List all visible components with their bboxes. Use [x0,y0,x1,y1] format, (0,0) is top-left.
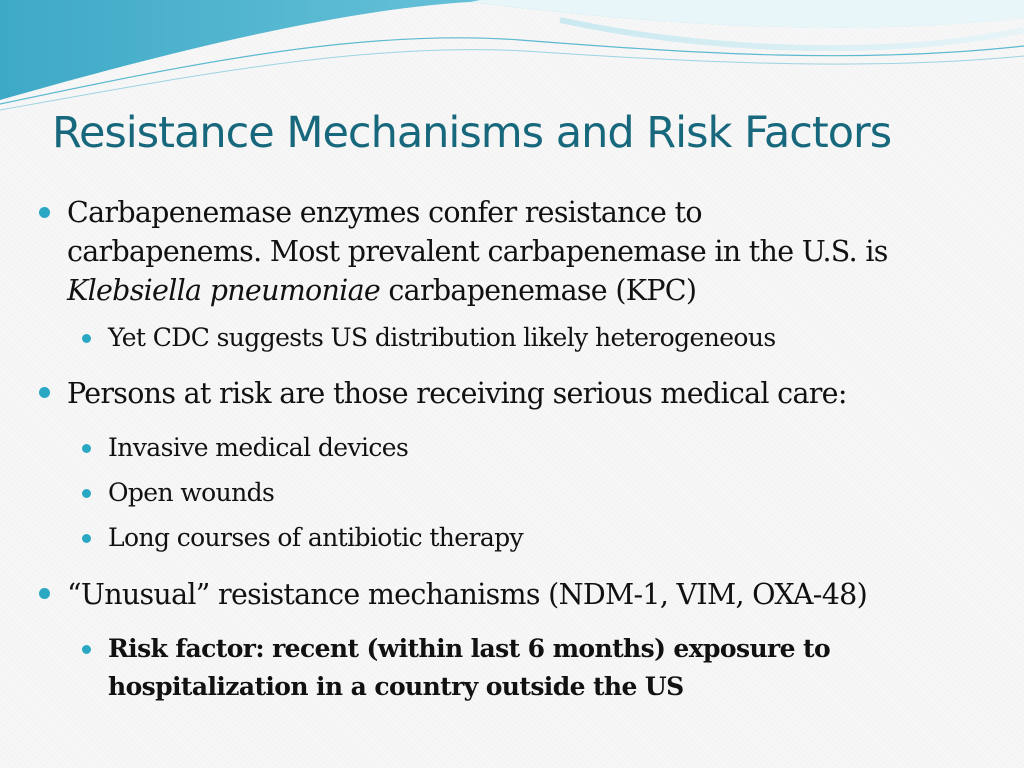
bullet-text [67,271,696,310]
sub-bullet-marker [82,334,91,343]
bullet-text: Persons at risk are those receiving serious medical care: [67,377,847,410]
bullet-text: Carbapenemase enzymes confer resistance to [67,196,702,229]
sub-bullet-text: Open wounds [108,478,275,507]
sub-bullet-text: Yet CDC suggests US distribution likely heterogeneous [108,323,776,352]
sub-bullet-marker [82,645,91,654]
bullet-text: “Unusual” resistance mechanisms (NDM-1, VIM, OXA-48) [67,578,868,611]
sub-bullet-text: Long courses of antibiotic therapy [108,523,524,552]
bullet-text-rest: carbapenemase (KPC) [380,274,697,307]
bullet-text: carbapenems. Most prevalent carbapenemase in the U.S. is [67,235,888,268]
sub-bullet-text: Invasive medical devices [108,433,409,462]
bullet-marker [39,387,50,398]
sub-bullet-text-bold: hospitalization in a country outside the US [108,672,684,701]
sub-bullet-marker [82,534,91,543]
bullet-marker [39,207,50,218]
sub-bullet-text-bold: Risk factor: recent (within last 6 months) exposure to [108,634,831,663]
slide-title: Resistance Mechanisms and Risk Factors [52,108,892,158]
sub-bullet-marker [82,489,91,498]
sub-bullet-marker [82,444,91,453]
decorative-wave-header [0,0,1024,120]
bullet-marker [39,588,50,599]
italic-term: Klebsiella pneumoniae [67,274,381,307]
